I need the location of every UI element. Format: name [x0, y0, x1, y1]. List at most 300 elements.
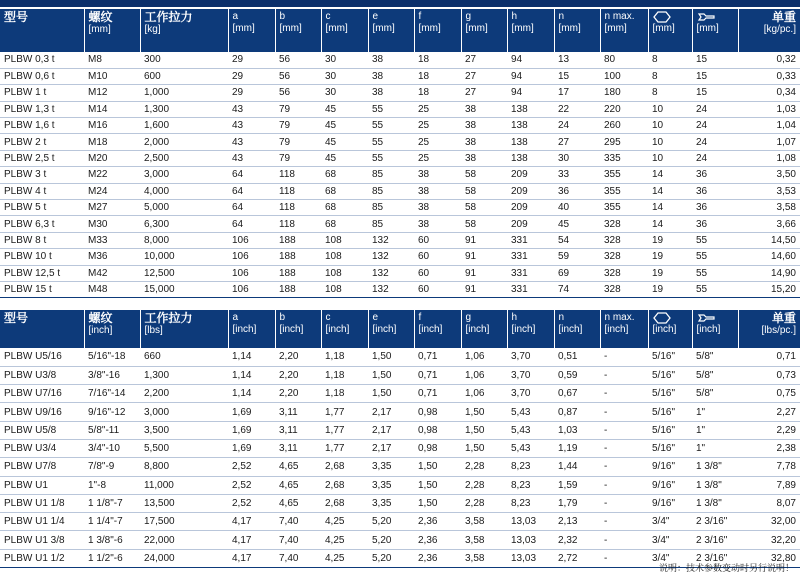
value-cell: 1,59 [554, 476, 600, 494]
column-unit: [inch] [465, 324, 490, 335]
value-cell: 55 [368, 150, 414, 166]
value-cell: 10 [648, 101, 692, 117]
value-cell: 3/8"-16 [84, 366, 140, 384]
value-cell: 209 [507, 200, 554, 216]
column-header [414, 310, 461, 348]
value-cell: 2 3/16" [692, 513, 738, 531]
value-cell: 209 [507, 216, 554, 232]
value-cell: 1,19 [554, 439, 600, 457]
value-cell: 1,50 [368, 348, 414, 366]
value-cell: 3/4"-10 [84, 439, 140, 457]
value-cell: 8 [648, 52, 692, 68]
value-cell: 3/4" [648, 531, 692, 549]
value-cell: 36 [692, 216, 738, 232]
value-cell: 8,23 [507, 494, 554, 512]
value-cell: 1,50 [368, 385, 414, 403]
value-cell: 3,70 [507, 366, 554, 384]
value-cell: 43 [228, 118, 275, 134]
value-cell: 43 [228, 101, 275, 117]
column-label: b [279, 11, 286, 22]
column-unit: [mm] [696, 23, 719, 34]
value-cell: 4,000 [140, 183, 228, 199]
value-cell: 55 [692, 265, 738, 281]
value-cell: 91 [461, 232, 507, 248]
value-cell: 56 [275, 68, 321, 84]
value-cell: M36 [84, 249, 140, 265]
column-header [321, 310, 368, 348]
value-cell: 32,00 [738, 513, 800, 531]
value-cell: 55 [368, 118, 414, 134]
table-row [0, 150, 800, 166]
value-cell: 25 [414, 118, 461, 134]
column-unit: [inch] [696, 324, 721, 335]
value-cell: 19 [648, 281, 692, 297]
table-row [0, 531, 800, 549]
value-cell: 38 [368, 52, 414, 68]
column-header [648, 9, 692, 52]
column-header [738, 310, 800, 348]
metric-header-row [0, 9, 800, 52]
value-cell: 188 [275, 281, 321, 297]
value-cell: 3/4" [648, 513, 692, 531]
value-cell: 2,68 [321, 494, 368, 512]
column-label: n [558, 312, 565, 323]
value-cell: 3,35 [368, 494, 414, 512]
value-cell: 1,50 [461, 403, 507, 421]
value-cell: 55 [368, 101, 414, 117]
value-cell: 2,13 [554, 513, 600, 531]
value-cell: 30 [321, 52, 368, 68]
value-cell: 36 [692, 183, 738, 199]
table-row [0, 249, 800, 265]
table-row [0, 476, 800, 494]
value-cell: 1,08 [738, 150, 800, 166]
column-unit: [inch] [604, 324, 629, 335]
value-cell: 5,000 [140, 200, 228, 216]
column-header [554, 9, 600, 52]
table-row [0, 513, 800, 531]
value-cell: 9/16" [648, 476, 692, 494]
value-cell: 5/8"-11 [84, 421, 140, 439]
value-cell: 331 [507, 232, 554, 248]
table-row [0, 385, 800, 403]
table-row [0, 68, 800, 84]
value-cell: 1 3/8"-6 [84, 531, 140, 549]
model-cell: PLBW U9/16 [0, 403, 84, 421]
value-cell: 1" [692, 421, 738, 439]
table-row [0, 118, 800, 134]
value-cell: 79 [275, 101, 321, 117]
column-unit: [inch] [325, 324, 350, 335]
value-cell: 8 [648, 85, 692, 101]
value-cell: 14,90 [738, 265, 800, 281]
value-cell: 7/8"-9 [84, 458, 140, 476]
value-cell: - [600, 439, 648, 457]
value-cell: M12 [84, 85, 140, 101]
value-cell: 60 [414, 232, 461, 248]
value-cell: 1,50 [368, 366, 414, 384]
value-cell: 118 [275, 167, 321, 183]
value-cell: 85 [368, 183, 414, 199]
value-cell: 7,78 [738, 458, 800, 476]
value-cell: 58 [461, 216, 507, 232]
value-cell: 2,20 [275, 348, 321, 366]
value-cell: 10 [648, 150, 692, 166]
value-cell: M18 [84, 134, 140, 150]
value-cell: 2,36 [414, 531, 461, 549]
value-cell: 1,44 [554, 458, 600, 476]
table-row [0, 232, 800, 248]
value-cell: 38 [461, 134, 507, 150]
column-unit: [kg] [144, 24, 161, 35]
value-cell: 331 [507, 265, 554, 281]
value-cell: 180 [600, 85, 648, 101]
value-cell: 80 [600, 52, 648, 68]
value-cell: 132 [368, 232, 414, 248]
value-cell: M22 [84, 167, 140, 183]
value-cell: 29 [228, 52, 275, 68]
value-cell: 1,79 [554, 494, 600, 512]
value-cell: 22 [554, 101, 600, 117]
value-cell: 0,34 [738, 85, 800, 101]
value-cell: - [600, 476, 648, 494]
value-cell: 17 [554, 85, 600, 101]
value-cell: 138 [507, 101, 554, 117]
value-cell: 18 [414, 52, 461, 68]
value-cell: 85 [368, 216, 414, 232]
metric-table-body [0, 52, 800, 298]
value-cell: 5,20 [368, 531, 414, 549]
value-cell: 2,20 [275, 385, 321, 403]
value-cell: 335 [600, 150, 648, 166]
model-cell: PLBW U1 3/8 [0, 531, 84, 549]
column-header [507, 310, 554, 348]
value-cell: 355 [600, 183, 648, 199]
column-header [140, 9, 228, 52]
value-cell: 68 [321, 200, 368, 216]
column-header [692, 310, 738, 348]
value-cell: 1" [692, 403, 738, 421]
value-cell: 7/16"-14 [84, 385, 140, 403]
table-row [0, 85, 800, 101]
value-cell: 94 [507, 85, 554, 101]
value-cell: 188 [275, 249, 321, 265]
value-cell: 106 [228, 281, 275, 297]
value-cell: 25 [414, 134, 461, 150]
column-header [275, 9, 321, 52]
column-label: 工作拉力 [144, 311, 193, 325]
value-cell: 5,20 [368, 513, 414, 531]
value-cell: 85 [368, 200, 414, 216]
column-header [84, 9, 140, 52]
value-cell: 3,11 [275, 403, 321, 421]
value-cell: 328 [600, 281, 648, 297]
value-cell: 106 [228, 232, 275, 248]
model-cell: PLBW 2,5 t [0, 150, 84, 166]
value-cell: 0,32 [738, 52, 800, 68]
value-cell: 2,72 [554, 549, 600, 567]
value-cell: - [600, 458, 648, 476]
value-cell: 4,65 [275, 494, 321, 512]
value-cell: M10 [84, 68, 140, 84]
table-row [0, 265, 800, 281]
column-label: a [232, 312, 239, 323]
value-cell: 3,58 [461, 513, 507, 531]
value-cell: 13,500 [140, 494, 228, 512]
value-cell: 14 [648, 200, 692, 216]
value-cell: 209 [507, 183, 554, 199]
value-cell: 5,20 [368, 549, 414, 567]
value-cell: 4,25 [321, 549, 368, 567]
value-cell: 1,07 [738, 134, 800, 150]
model-cell: PLBW 5 t [0, 200, 84, 216]
value-cell: 9/16" [648, 458, 692, 476]
column-unit: [mm] [88, 24, 111, 35]
value-cell: 2,52 [228, 458, 275, 476]
value-cell: 3,35 [368, 476, 414, 494]
value-cell: 68 [321, 167, 368, 183]
table-row [0, 348, 800, 366]
value-cell: 0,71 [414, 348, 461, 366]
column-unit: [inch] [418, 324, 443, 335]
table-row [0, 281, 800, 297]
value-cell: 5,500 [140, 439, 228, 457]
value-cell: 5/16" [648, 421, 692, 439]
table-row [0, 101, 800, 117]
value-cell: 138 [507, 134, 554, 150]
table-row [0, 134, 800, 150]
table-row [0, 366, 800, 384]
value-cell: 19 [648, 265, 692, 281]
value-cell: 108 [321, 232, 368, 248]
value-cell: 3,70 [507, 348, 554, 366]
column-header [461, 9, 507, 52]
value-cell: 1,600 [140, 118, 228, 134]
value-cell: 1,18 [321, 348, 368, 366]
value-cell: 14,60 [738, 249, 800, 265]
value-cell: 5/8" [692, 348, 738, 366]
value-cell: 0,87 [554, 403, 600, 421]
value-cell: 55 [368, 134, 414, 150]
column-header [228, 9, 275, 52]
column-header [368, 310, 414, 348]
column-label: n [558, 11, 565, 22]
value-cell: 1,04 [738, 118, 800, 134]
value-cell: 4,17 [228, 549, 275, 567]
value-cell: 55 [692, 232, 738, 248]
table-row [0, 494, 800, 512]
value-cell: 64 [228, 200, 275, 216]
value-cell: 3,000 [140, 403, 228, 421]
value-cell: 17,500 [140, 513, 228, 531]
value-cell: 1,14 [228, 385, 275, 403]
column-header [414, 9, 461, 52]
value-cell: 118 [275, 183, 321, 199]
value-cell: 38 [414, 216, 461, 232]
column-label: 螺纹 [88, 10, 113, 24]
value-cell: 2,52 [228, 494, 275, 512]
value-cell: 0,98 [414, 421, 461, 439]
value-cell: 38 [368, 68, 414, 84]
value-cell: 0,51 [554, 348, 600, 366]
column-label: e [372, 11, 379, 22]
value-cell: M20 [84, 150, 140, 166]
value-cell: 30 [554, 150, 600, 166]
value-cell: 22,000 [140, 531, 228, 549]
value-cell: 3,58 [461, 531, 507, 549]
value-cell: 4,65 [275, 476, 321, 494]
column-unit: [kg/pc.] [763, 24, 796, 35]
column-label: 螺纹 [88, 311, 113, 325]
value-cell: 1,69 [228, 403, 275, 421]
value-cell: 2,17 [368, 403, 414, 421]
value-cell: 3,58 [738, 200, 800, 216]
value-cell: 13,03 [507, 531, 554, 549]
column-unit: [mm] [418, 23, 441, 34]
value-cell: 18 [414, 68, 461, 84]
column-unit: [inch] [88, 325, 113, 336]
value-cell: 40 [554, 200, 600, 216]
value-cell: 0,75 [738, 385, 800, 403]
top-accent-bar [0, 0, 800, 7]
value-cell: 0,59 [554, 366, 600, 384]
value-cell: 2,200 [140, 385, 228, 403]
value-cell: 2,17 [368, 439, 414, 457]
value-cell: 4,25 [321, 513, 368, 531]
model-cell: PLBW 1 t [0, 85, 84, 101]
value-cell: 4,17 [228, 531, 275, 549]
column-header [84, 310, 140, 348]
value-cell: 45 [321, 118, 368, 134]
value-cell: 108 [321, 265, 368, 281]
value-cell: 19 [648, 249, 692, 265]
value-cell: 7,40 [275, 513, 321, 531]
value-cell: 1,50 [414, 476, 461, 494]
column-header [228, 310, 275, 348]
value-cell: 1,18 [321, 366, 368, 384]
value-cell: 1" [692, 439, 738, 457]
value-cell: 355 [600, 200, 648, 216]
table-row [0, 403, 800, 421]
value-cell: 11,000 [140, 476, 228, 494]
value-cell: 2,29 [738, 421, 800, 439]
value-cell: 5,43 [507, 403, 554, 421]
value-cell: 94 [507, 52, 554, 68]
value-cell: 18 [414, 85, 461, 101]
column-label: 型号 [4, 10, 29, 24]
column-unit: [inch] [372, 324, 397, 335]
table-row [0, 52, 800, 68]
hex-nut-icon [653, 312, 692, 324]
model-cell: PLBW U7/8 [0, 458, 84, 476]
value-cell: 2,68 [321, 476, 368, 494]
value-cell: M24 [84, 183, 140, 199]
value-cell: 3,500 [140, 421, 228, 439]
value-cell: 1,300 [140, 101, 228, 117]
column-unit: [lbs/pc.] [761, 325, 796, 336]
value-cell: 1,14 [228, 366, 275, 384]
value-cell: 0,67 [554, 385, 600, 403]
value-cell: 14 [648, 183, 692, 199]
value-cell: 1"-8 [84, 476, 140, 494]
value-cell: 118 [275, 216, 321, 232]
value-cell: 2,20 [275, 366, 321, 384]
value-cell: 54 [554, 232, 600, 248]
value-cell: 0,33 [738, 68, 800, 84]
value-cell: 79 [275, 134, 321, 150]
value-cell: 1,77 [321, 421, 368, 439]
value-cell: 59 [554, 249, 600, 265]
value-cell: 45 [321, 150, 368, 166]
metric-spec-table [0, 9, 800, 298]
value-cell: 132 [368, 281, 414, 297]
footer-note: 说明：技术参数变动时另行说明！ [658, 563, 794, 573]
value-cell: 8,07 [738, 494, 800, 512]
value-cell: 27 [554, 134, 600, 150]
value-cell: M8 [84, 52, 140, 68]
value-cell: 56 [275, 52, 321, 68]
model-cell: PLBW U5/8 [0, 421, 84, 439]
value-cell: 15 [554, 68, 600, 84]
value-cell: 13 [554, 52, 600, 68]
value-cell: 10 [648, 134, 692, 150]
value-cell: 5/8" [692, 385, 738, 403]
value-cell: 188 [275, 232, 321, 248]
column-header [692, 9, 738, 52]
model-cell: PLBW U1 1/2 [0, 549, 84, 567]
value-cell: 38 [368, 85, 414, 101]
value-cell: 0,71 [414, 385, 461, 403]
value-cell: M30 [84, 216, 140, 232]
value-cell: 38 [414, 183, 461, 199]
value-cell: 1,06 [461, 385, 507, 403]
value-cell: 91 [461, 249, 507, 265]
value-cell: 1,03 [554, 421, 600, 439]
value-cell: 1 3/8" [692, 458, 738, 476]
model-cell: PLBW U1 1/8 [0, 494, 84, 512]
value-cell: 328 [600, 265, 648, 281]
column-unit: [mm] [604, 23, 627, 34]
value-cell: 1,50 [414, 494, 461, 512]
column-header [140, 310, 228, 348]
value-cell: 6,300 [140, 216, 228, 232]
value-cell: 188 [275, 265, 321, 281]
value-cell: 1,03 [738, 101, 800, 117]
value-cell: 3,66 [738, 216, 800, 232]
value-cell: 2,52 [228, 476, 275, 494]
value-cell: 106 [228, 265, 275, 281]
model-cell: PLBW U3/4 [0, 439, 84, 457]
value-cell: 5/16" [648, 403, 692, 421]
value-cell: 38 [461, 150, 507, 166]
value-cell: 29 [228, 68, 275, 84]
value-cell: 328 [600, 216, 648, 232]
column-label: g [465, 11, 472, 22]
value-cell: 4,25 [321, 531, 368, 549]
value-cell: 1 1/2"-6 [84, 549, 140, 567]
value-cell: 7,40 [275, 531, 321, 549]
value-cell: 64 [228, 216, 275, 232]
value-cell: 8 [648, 68, 692, 84]
value-cell: 1,06 [461, 366, 507, 384]
value-cell: 328 [600, 249, 648, 265]
column-label: 工作拉力 [144, 10, 193, 24]
value-cell: 15 [692, 68, 738, 84]
model-cell: PLBW 0,3 t [0, 52, 84, 68]
table-row [0, 183, 800, 199]
value-cell: 1,69 [228, 439, 275, 457]
column-unit: [mm] [652, 23, 675, 34]
